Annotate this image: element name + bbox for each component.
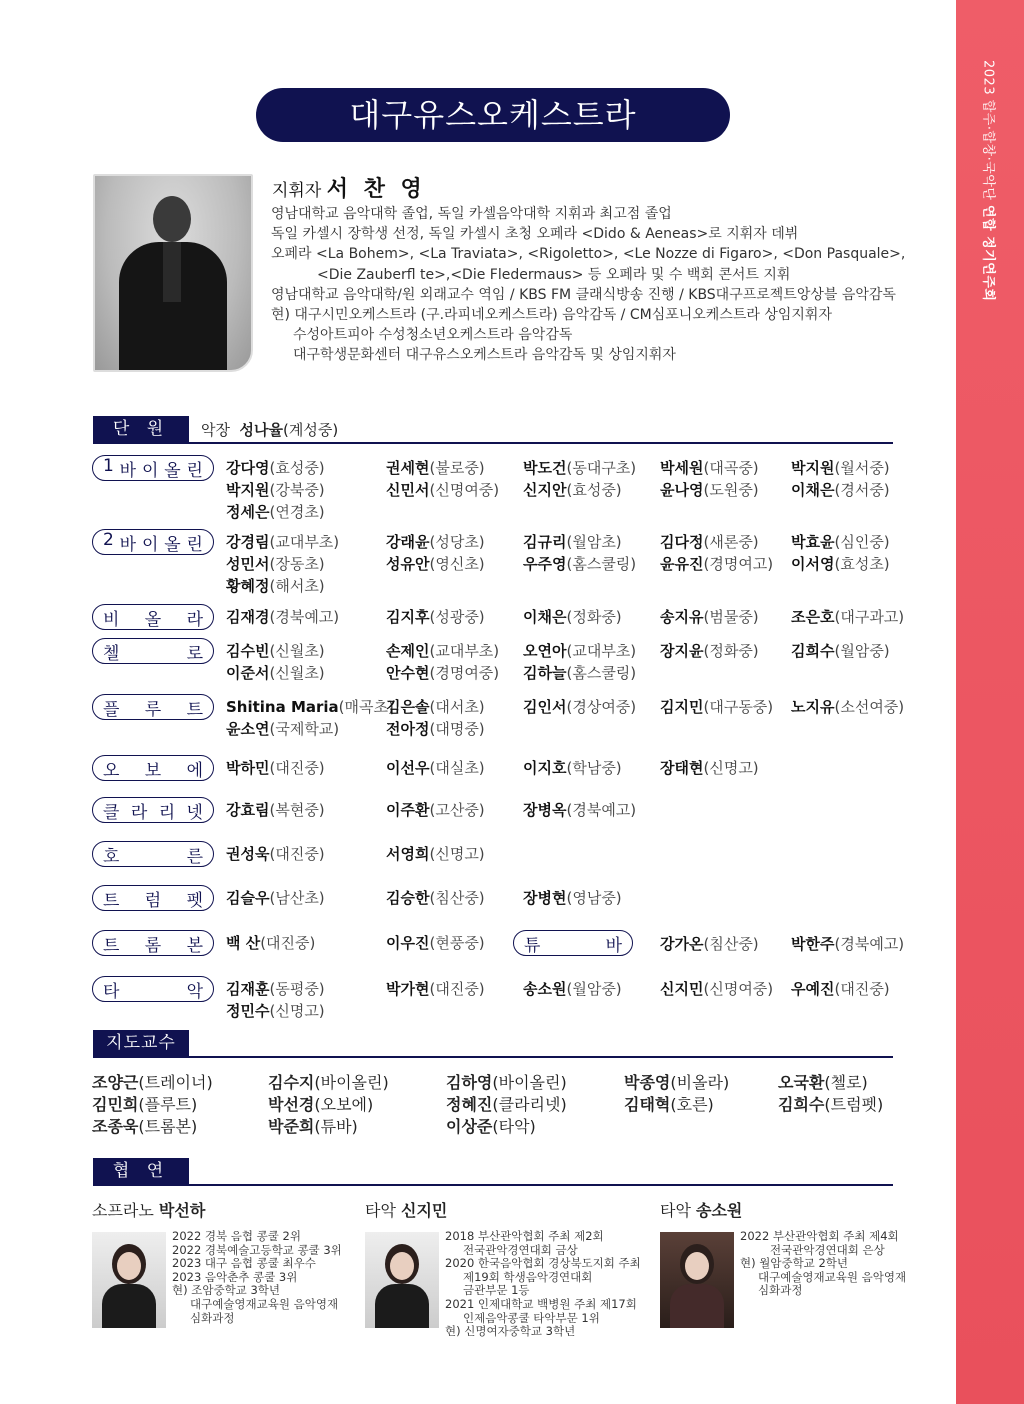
member-name: 김인서(경상여중) [523, 698, 637, 716]
member-name: 강효림(복현중) [226, 801, 325, 819]
member-name: 이준서(신월초) [226, 664, 325, 682]
soloist-career: 2022 부산관악협회 주최 제4회 전국관악경연대회 은상 현) 월암중학교 2학년 대구예술영재교육원 음악영재 심화과정 [740, 1229, 907, 1298]
member-name: 정세은(연경초) [226, 503, 325, 521]
members-header [93, 416, 893, 444]
member-name: 이선우(대실초) [386, 759, 485, 777]
member-name: 장병현(영남중) [523, 889, 622, 907]
member-name: 정민수(신명고) [226, 1002, 325, 1020]
member-name: Shitina Maria(매곡초) [226, 698, 394, 716]
member-name: 노지유(소선여중) [791, 698, 905, 716]
member-name: 신지민(신명여중) [660, 980, 774, 998]
professor-name: 조양근(트레이너) [92, 1073, 213, 1092]
member-name: 강경림(교대부초) [226, 533, 340, 551]
professor-name: 김민희(플루트) [92, 1095, 198, 1114]
section-label: 2 바 이 올 린 [92, 529, 214, 555]
member-name: 강가온(침산중) [660, 935, 759, 953]
member-name: 강다영(효성중) [226, 459, 325, 477]
member-name: 전아정(대명중) [386, 720, 485, 738]
member-name: 김수빈(신월초) [226, 642, 325, 660]
member-name: 김슬우(남산초) [226, 889, 325, 907]
member-name: 성유안(영신초) [386, 555, 485, 573]
member-name: 김재경(경북예고) [226, 608, 340, 626]
member-name: 박세원(대곡중) [660, 459, 759, 477]
side-band-text: 2023 합주·합창·국악단 연합 정기연주회 [980, 60, 996, 302]
concertmaster: 악장 성나율(계성중) [201, 421, 339, 439]
member-name: 신민서(신명여중) [386, 481, 500, 499]
member-name: 우예진(대진중) [791, 980, 890, 998]
section-label: 오 보 에 [92, 755, 214, 781]
member-name: 박지원(강북중) [226, 481, 325, 499]
professors-header [93, 1030, 893, 1058]
page-title: 대구유스오케스트라 [256, 88, 730, 142]
professor-name: 정혜진(클라리넷) [446, 1095, 567, 1114]
professor-name: 이상준(타악) [446, 1117, 536, 1136]
member-name: 박지원(월서중) [791, 459, 890, 477]
member-name: 장병옥(경북예고) [523, 801, 637, 819]
member-name: 박하민(대진중) [226, 759, 325, 777]
member-name: 김다정(새론중) [660, 533, 759, 551]
member-name: 권세현(불로중) [386, 459, 485, 477]
member-name: 박한주(경북예고) [791, 935, 905, 953]
member-name: 장지윤(정화중) [660, 642, 759, 660]
section-label: 비 올 라 [92, 604, 214, 630]
member-name: 송지유(범물중) [660, 608, 759, 626]
professor-name: 오국환(첼로) [778, 1073, 868, 1092]
professor-name: 김수지(바이올린) [268, 1073, 389, 1092]
soloist-photo [660, 1232, 734, 1328]
professor-name: 조종욱(트롬본) [92, 1117, 198, 1136]
professor-name: 박준희(튜바) [268, 1117, 358, 1136]
soloist-title: 타악 송소원 [660, 1201, 743, 1220]
member-name: 이채은(정화중) [523, 608, 622, 626]
member-name: 이지호(학남중) [523, 759, 622, 777]
professor-name: 김태혁(호른) [624, 1095, 714, 1114]
members-label: 단 원 [93, 416, 189, 442]
member-name: 김승한(침산중) [386, 889, 485, 907]
member-name: 강래윤(성당초) [386, 533, 485, 551]
member-name: 손제인(교대부초) [386, 642, 500, 660]
member-name: 안수현(경명여중) [386, 664, 500, 682]
member-name: 오연아(교대부초) [523, 642, 637, 660]
member-name: 김규리(월암초) [523, 533, 622, 551]
member-name: 이서영(효성초) [791, 555, 890, 573]
member-name: 윤나영(도원중) [660, 481, 759, 499]
member-name: 박도건(동대구초) [523, 459, 637, 477]
member-name: 이채은(경서중) [791, 481, 890, 499]
member-name: 김하늘(홈스쿨링) [523, 664, 637, 682]
member-name: 성민서(장동초) [226, 555, 325, 573]
member-name: 권성욱(대진중) [226, 845, 325, 863]
section-label: 타 악 [92, 976, 214, 1002]
soloist-title: 소프라노 박선하 [92, 1201, 206, 1220]
professor-name: 박종영(비올라) [624, 1073, 730, 1092]
soloist-career: 2018 부산관악협회 주최 제2회 전국관악경연대회 금상 2020 한국음악협회 경상북도지회 주최 제19회 학생음악경연대회 금관부문 1등 2021 인제대학교 백병원 주최 제17회 인제음악콩쿨 타악부문 1위 현) 신명여자중학교 3학년 [445, 1229, 641, 1339]
member-name: 박효윤(심인중) [791, 533, 890, 551]
professor-name: 김하영(바이올린) [446, 1073, 567, 1092]
section-label: 트 럼 펫 [92, 885, 214, 911]
member-name: 이우진(현풍중) [386, 934, 485, 952]
section-label: 첼 로 [92, 638, 214, 664]
member-name: 서영희(신명고) [386, 845, 485, 863]
professor-name: 박선경(오보에) [268, 1095, 374, 1114]
member-name: 김희수(월암중) [791, 642, 890, 660]
section-label: 클 라 리 넷 [92, 797, 214, 823]
member-name: 김재훈(동평중) [226, 980, 325, 998]
member-name: 신지안(효성중) [523, 481, 622, 499]
member-name: 윤소연(국제학교) [226, 720, 340, 738]
member-name: 조은호(대구과고) [791, 608, 905, 626]
soloist-title: 타악 신지민 [365, 1201, 448, 1220]
conductor-photo [93, 174, 253, 372]
collab-header [93, 1158, 893, 1186]
member-name: 황혜정(해서초) [226, 577, 325, 595]
member-name: 윤유진(경명여고) [660, 555, 774, 573]
soloist-photo [92, 1232, 166, 1328]
member-name: 김은솔(대서초) [386, 698, 485, 716]
section-label: 호 른 [92, 841, 214, 867]
professors-label: 지도교수 [93, 1030, 189, 1056]
section-label: 플 루 트 [92, 694, 214, 720]
conductor-title: 지휘자 서 찬 영 [272, 177, 426, 202]
member-name: 우주영(홈스쿨링) [523, 555, 637, 573]
member-name: 송소원(월암중) [523, 980, 622, 998]
section-label-tuba: 튜 바 [513, 930, 633, 956]
member-name: 박가현(대진중) [386, 980, 485, 998]
section-label: 1 바 이 올 린 [92, 455, 214, 481]
member-name: 백 산(대진중) [226, 934, 316, 952]
soloist-career: 2022 경북 음협 콩쿨 2위 2022 경북예술고등학교 콩쿨 3위 2023 대구 음협 콩쿨 최우수 2023 음악춘추 콩쿨 3위 현) 조암중학교 3학년 대구예술영재교육원 음악영재 심화과정 [172, 1229, 342, 1325]
professor-name: 김희수(트럼펫) [778, 1095, 884, 1114]
section-label: 트 롬 본 [92, 930, 214, 956]
conductor-bio: 영남대학교 음악대학 졸업, 독일 카셀음악대학 지휘과 최고점 졸업 독일 카셀시 장학생 선정, 독일 카셀시 초청 오페라 <Dido & Aeneas>로 지휘자 데뷔 오페라 <La Bohem>, <La Traviata>, <Rigoletto>, <Le Nozze di Figaro>, <Don Pasquale>, <Die Zauberfl te>,<Die Fledermaus> 등 오페라 및 수 백회 콘서트 지휘 영남대학교 음악대학/원 외래교수 역임 / KBS FM 클래식방송 진행 / KBS대구프로젝트앙상블 음악감독 현) 대구시민오케스트라 (구.라피네오케스트라) 음악감독 / CM심포니오케스트라 상임지휘자 수성아트피아 수성청소년오케스트라 음악감독 대구학생문화센터 대구유스오케스트라 음악감독 및 상임지휘자 [271, 206, 906, 364]
soloist-photo [365, 1232, 439, 1328]
member-name: 장태현(신명고) [660, 759, 759, 777]
member-name: 김지민(대구동중) [660, 698, 774, 716]
member-name: 김지후(성광중) [386, 608, 485, 626]
collab-label: 협 연 [93, 1158, 189, 1184]
member-name: 이주환(고산중) [386, 801, 485, 819]
